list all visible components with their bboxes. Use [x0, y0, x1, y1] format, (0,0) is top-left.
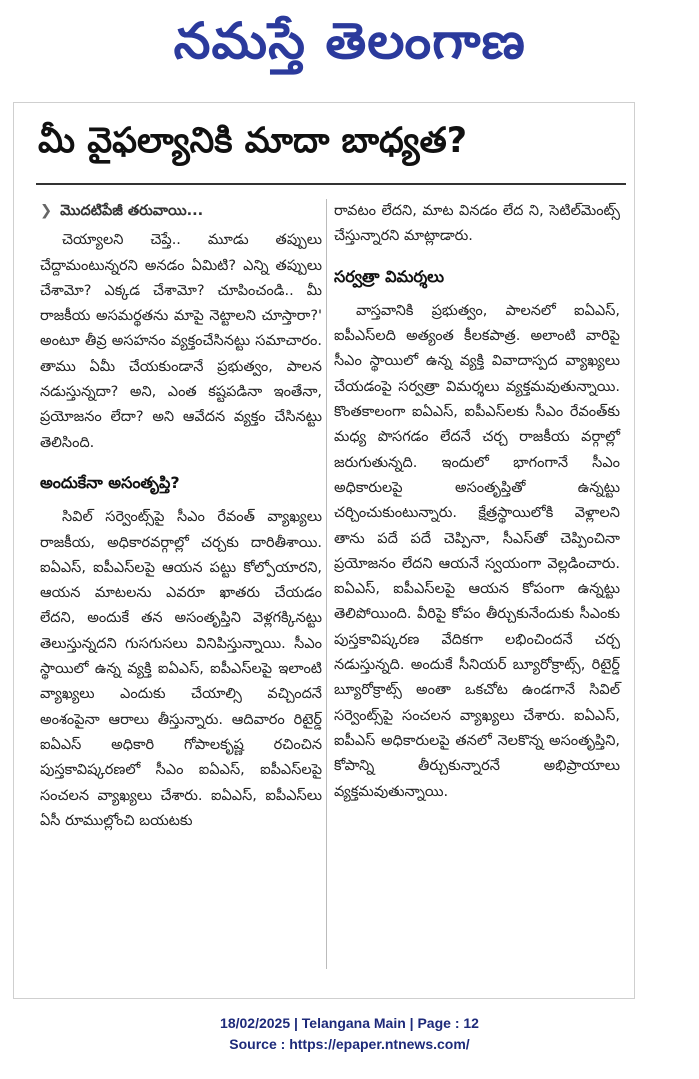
article-clipping	[13, 102, 635, 999]
article-headline: మీ వైఫల్యానికి మాదా బాధ్యత?	[38, 121, 468, 161]
continuation-kicker	[40, 199, 322, 224]
subheading: అందుకేనా అసంతృప్తి?	[40, 472, 180, 492]
footer-source-line: Source : https://epaper.ntnews.com/	[229, 1036, 470, 1052]
subheading: సర్వత్రా విమర్శలు	[334, 266, 445, 286]
left-column	[40, 199, 322, 834]
body-paragraph: చెయ్యాలని చెప్తే.. మూడు తప్పులు చేద్దామంటున్నరని అనడం ఏమిటి? ఎన్ని తప్పులు చేశామో? ఎక్కడ చేశామో? చూపించండి.. మీ రాజకీయ అసమర్థతను మాపై నెట్టాలని చూస్తారా?' అంటూ తీవ్ర అసహనం వ్యక్తంచేసినట్టు సమాచారం. తాము ఏమీ చేయకుండానే ప్రభుత్వం, పాలన నడుస్తున్నదా? అని, ఎంత కష్టపడినా ఇంతేనా, ప్రయోజనం లేదా? అని ఆవేదన వ్యక్తం చేసినట్టు తెలిసింది.	[40, 232, 322, 451]
body-paragraph: రావటం లేదని, మాట వినడం లేద ని, సెటిల్‌మెంట్స్ చేస్తున్నారని మాట్లాడారు.	[334, 203, 620, 245]
chevron-right-icon: ❯	[40, 203, 53, 219]
masthead-title: నమస్తే తెలంగాణ	[173, 12, 526, 70]
footer-date-line: 18/02/2025 | Telangana Main | Page : 12	[220, 1015, 479, 1031]
kicker-text: మొదటిపేజీ తరువాయి...	[60, 203, 204, 219]
right-column	[334, 199, 620, 805]
footer	[0, 1013, 699, 1055]
column-divider	[326, 199, 327, 969]
body-paragraph: వాస్తవానికి ప్రభుత్వం, పాలనలో ఐఏఎస్, ఐపీఎస్‌లది అత్యంత కీలకపాత్ర. అలాంటి వారిపై సీఎం స్థాయిలో ఉన్న వ్యక్తి వివాదాస్పద వ్యాఖ్యలు చేయడంపై సర్వత్రా విమర్శలు వ్యక్తమవుతున్నాయి. కొంతకాలంగా ఐఏఎస్, ఐపీఎస్‌లకు సీఎం రేవంత్‌కు మధ్య పొసగడం లేదనే చర్చ రాజకీయ వర్గాల్లో జరుగుతున్నది. ఇందులో భాగంగానే సీఎం అధికారులపై అసంతృప్తితో ఉన్నట్టు చర్చించుకుంటున్నారు. క్షేత్రస్థాయిలోకి వెళ్లాలని తాను పదే పదే చెప్పినా, సీఎస్‌తో చెప్పించినా ప్రయోజనం లేదని ఆయనే స్వయంగా వెల్లడించారు. ఐఏఎస్, ఐపీఎస్‌లపై ఆయన కోపంగా ఉన్నట్టు తెలిపోయింది. వీరిపై కోపం తీర్చుకునేందుకు సీఎంకు పుస్తకావిష్కరణ వేదికగా లభించిందనే చర్చ నడుస్తున్నది. అందుకే సీనియర్ బ్యూరోక్రాట్స్, రిటైర్డ్ బ్యూరోక్రాట్స్ అంతా ఒకచోట ఉండగానే సివిల్ సర్వెంట్స్‌పై సంచలన వ్యాఖ్యలు చేశారు. ఐఏఎస్, ఐపీఎస్ అధికారులపై తనలో నెలకొన్న అసంతృప్తిని, కోపాన్ని తీర్చుకున్నారనే అభిప్రాయాలు వ్యక్తమవుతున్నాయి.	[334, 302, 620, 800]
masthead	[0, 6, 699, 76]
headline-rule	[36, 183, 626, 185]
body-paragraph: సివిల్ సర్వెంట్స్‌పై సీఎం రేవంత్ వ్యాఖ్యలు రాజకీయ, అధికారవర్గాల్లో చర్చకు దారితీశాయి. ఐఏఎస్, ఐపీఎస్‌లపై ఆయన పట్టు కోల్పోయారని, ఆయన మాటలను ఎవరూ ఖాతరు చేయడం లేదని, అందుకే తన అసంతృప్తిని వెళ్లగక్కినట్టు తెలుస్తున్నదని గుసగుసలు వినిపిస్తున్నాయి. సీఎం స్థాయిలో ఉన్న వ్యక్తి ఐఏఎస్, ఐపీఎస్‌లపై ఇలాంటి వ్యాఖ్యలు ఎందుకు చేయాల్సి వచ్చిందనే అంశంపైనా ఆరాలు తీస్తున్నారు. ఆదివారం రిటైర్డ్ ఐఏఎస్ అధికారి గోపాలకృష్ణ రచించిన పుస్తకావిష్కరణలో సీఎం ఐఏఎస్, ఐపీఎస్‌లపై సంచలన వ్యాఖ్యలు చేశారు. ఐఏఎస్, ఐపీఎస్‌లు ఏసీ రూముల్లోంచి బయటకు	[40, 509, 322, 829]
